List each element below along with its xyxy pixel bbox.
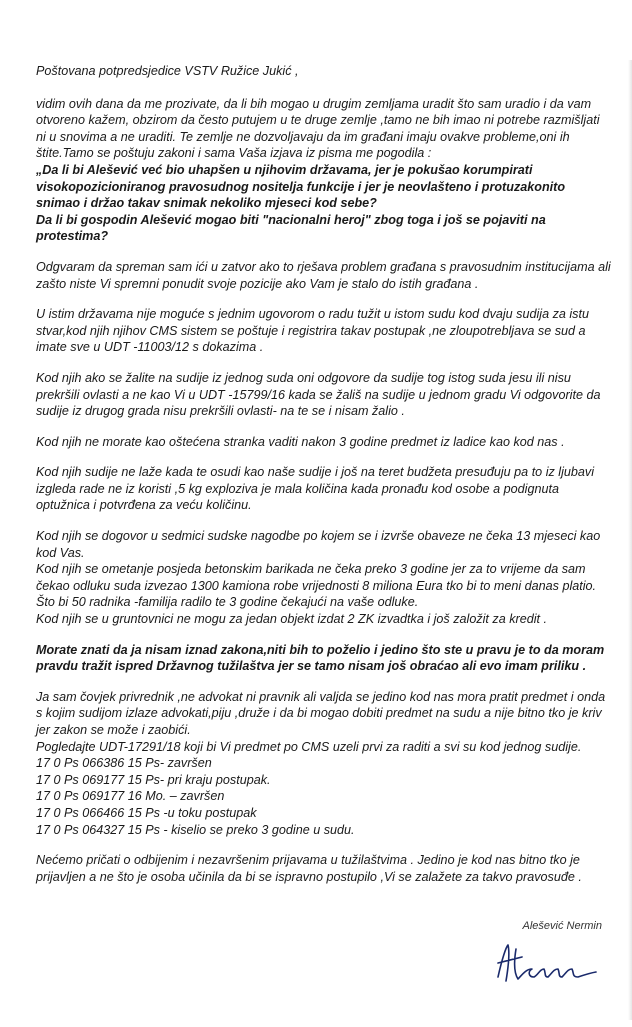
- paragraph-2-text: Odgvaram da spreman sam ići u zatvor ako to rješava problem građana s pravosudnim institucijama ali zašto niste Vi spremni ponudit svoje pozicije ako Vam je stalo do istih građana .: [36, 259, 611, 291]
- letter-greeting: Poštovana potpredsjedice VSTV Ružice Jukić ,: [36, 64, 299, 78]
- case-list-item: 17 0 Ps 066466 15 Ps -u toku postupak: [36, 805, 257, 820]
- paragraph-7-line: Kod njih se ometanje posjeda betonskim barikada ne čeka preko 3 godine jer za to vrijeme da sam čekao odluku suda izvezao 1300 kamiona robe vrijednosti 8 miliona Eura tko bi to meni danas platio.: [36, 562, 597, 593]
- paragraph-1-quote-2: Da li bi gospodin Alešević mogao biti "nacionalni heroj" zbog toga i još se pojaviti na protestima?: [36, 212, 546, 244]
- paragraph-1-text: vidim ovih dana da me prozivate, da li bih mogao u drugim zemljama uradit što sam uradio i da vam otvoreno kažem, obzirom da često putujem u te druge zemlje ,tamo ne bih imao ni potrebe razmišljati ni u snovima a ne uraditi. Te zemlje ne dozvoljavaju da im građani imaju ovakve probleme,oni ih štite.Tamo se poštuju zakoni i sama Vaša izjava iz pisma me pogodila :: [36, 96, 600, 161]
- case-list-item: 17 0 Ps 064327 15 Ps - kiselio se preko 3 godine u sudu.: [36, 822, 355, 837]
- paragraph-3-text: U istim državama nije moguće s jednim ugovorom o radu tužit u istom sudu kod dvaju sudija za istu stvar,kod njih njihov CMS sistem se poštuje i registrira takav postupak ,ne zloupotrebljava se sud a imate sve u UDT -11003/12 s dokazima .: [36, 307, 589, 355]
- paragraph-3: [36, 306, 612, 356]
- paragraph-4-text: Kod njih ako se žalite na sudije iz jednog suda oni odgovore da sudije tog istog suda jesu ili nisu prekršili ovlasti a ne kao Vi u UDT -15799/16 kada se žališ na sudije u jednom gradu Vi odgovorite da sudije iz drugog grada nisu prekršili ovlasti- na te se i nisam žalio .: [36, 370, 601, 419]
- paragraph-4: [36, 370, 612, 420]
- paragraph-9-line: Ja sam čovjek privrednik ,ne advokat ni pravnik ali valjda se jedino kod nas mora pratit predmet i onda s kojim sudijom izlaze advokati,piju ,druže i da bi mogao dobiti predmet na sudu a nije bitno tko je kriv jer zakon se može i zaobići.: [36, 689, 606, 737]
- paragraph-1-quote: „Da li bi Alešević već bio uhapšen u njihovim državama, jer je pokušao korumpirati visokopozicioniranog pravosudnog nositelja funkcije i jer je neovlašteno i protuzakonito snimao i držao takav snimak nekoliko mjeseci kod sebe?: [36, 162, 566, 211]
- paragraph-1: [36, 96, 612, 245]
- paragraph-8: [36, 642, 612, 675]
- paragraph-7-line: Što bi 50 radnika -familija radilo te 3 godine čekajući na vaše odluke.: [36, 595, 419, 610]
- signature-block: [452, 918, 602, 987]
- signature-name: Alešević Nermin: [522, 920, 602, 932]
- paragraph-10: [36, 852, 612, 885]
- paragraph-5-text: Kod njih ne morate kao oštećena stranka vaditi nakon 3 godine predmet iz ladice kao kod nas .: [36, 434, 565, 449]
- paragraph-2: [36, 259, 612, 292]
- case-list-item: 17 0 Ps 069177 16 Mo. – završen: [36, 789, 225, 804]
- handwritten-signature: [492, 939, 602, 987]
- case-list-item: 17 0 Ps 066386 15 Ps- završen: [36, 756, 212, 771]
- paragraph-7: [36, 528, 612, 628]
- paragraph-9: [36, 689, 612, 838]
- case-list-item: 17 0 Ps 069177 15 Ps- pri kraju postupak.: [36, 772, 271, 787]
- paragraph-6-text: Kod njih sudije ne laže kada te osudi kao naše sudije i još na teret budžeta presuđuju pa to iz ljubavi izgleda rade ne iz koristi ,5 kg explozivа je mala količina kada pronađu kod osobe a podignuta optužnica i potvrđena za veću količinu.: [36, 465, 594, 513]
- paragraph-6: [36, 464, 612, 514]
- paragraph-9-line: Pogledajte UDT-17291/18 koji bi Vi predmet po CMS uzeli prvi za raditi a svi su kod jednog sudije.: [36, 739, 582, 754]
- paragraph-10-text: Nećemo pričati o odbijenim i nezavršenim prijavama u tužilaštvima . Jedino je kod nas bitno tko je prijavljen a ne što je osoba učinila da bi se ispravno postupilo ,Vi se zalažete za takvo pravosuđe .: [36, 853, 582, 884]
- paragraph-8-text: Morate znati da ja nisam iznad zakona,niti bih to poželio i jedino što ste u pravu je to da moram pravdu tražit ispred Državnog tužilaštva jer se tamo nisam još obraćao ali evo imam priliku .: [36, 642, 605, 674]
- paragraph-7-line: Kod njih se dogovor u sedmici sudske nagodbe po kojem se i izvrše obaveze ne čeka 13 mjeseci kao kod Vas.: [36, 529, 601, 560]
- page-edge-shadow: [628, 60, 632, 1020]
- paragraph-5: [36, 434, 612, 451]
- paragraph-7-line: Kod njih se u gruntovnici ne mogu za jedan objekt izdat 2 ZK izvadtka i još založit za kredit .: [36, 612, 548, 627]
